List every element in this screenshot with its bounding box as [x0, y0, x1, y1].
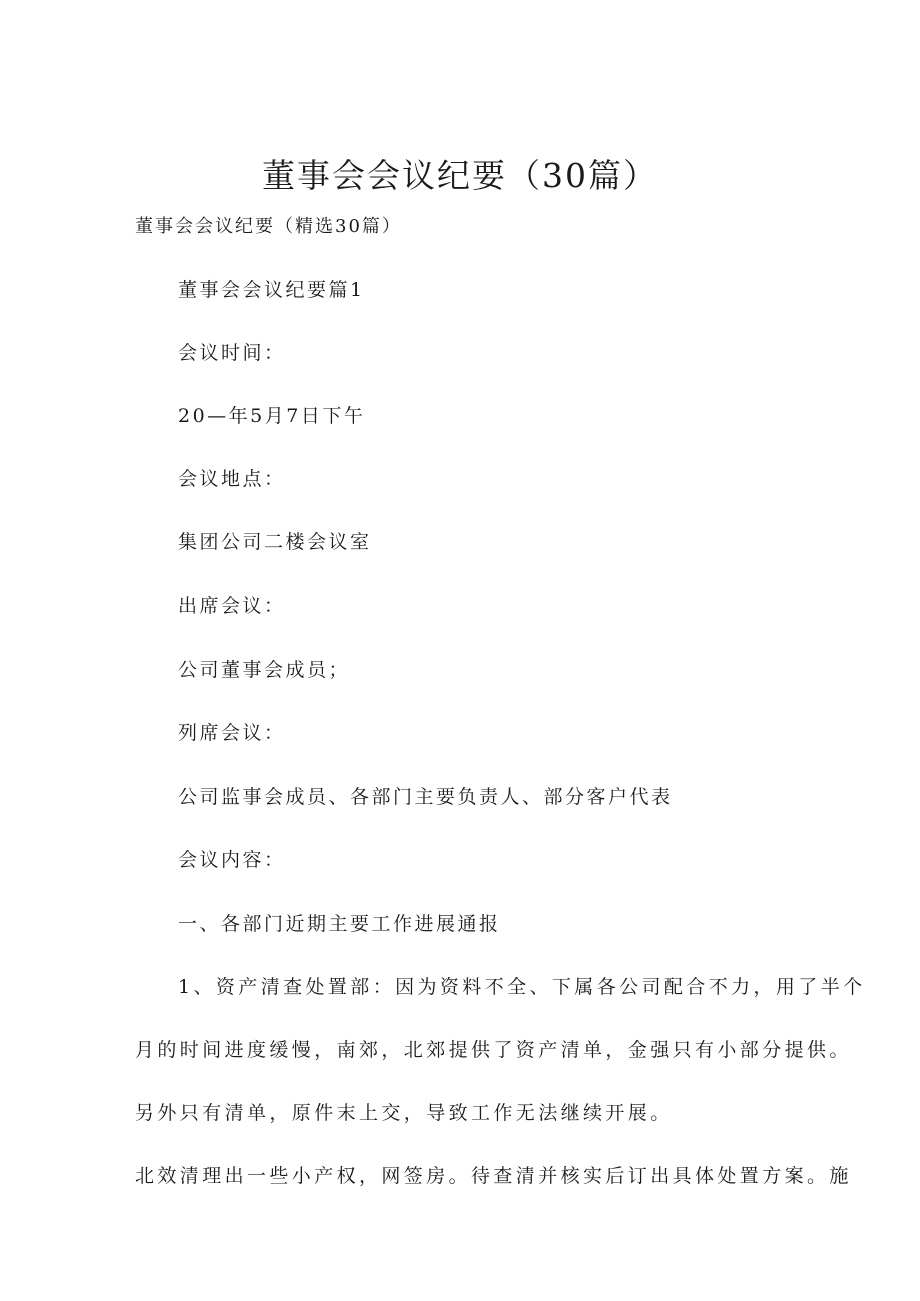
- paragraph-line: 另外只有清单，原件末上交，导致工作无法继续开展。: [135, 1102, 673, 1124]
- attendees-value: 公司董事会成员；: [178, 659, 351, 681]
- meeting-time-label: 会议时间：: [178, 342, 286, 364]
- meeting-place-label: 会议地点：: [178, 468, 286, 490]
- meeting-time-value: 20—年5月7日下午: [178, 405, 366, 427]
- observers-label: 列席会议：: [178, 722, 286, 744]
- section-heading: 董事会会议纪要篇1: [178, 279, 365, 301]
- content-label: 会议内容：: [178, 849, 286, 871]
- paragraph-line: 1、资产清查处置部：因为资料不全、下属各公司配合不力，用了半个: [178, 976, 866, 998]
- paragraph-line: 北效清理出一些小产权，网签房。待查清并核实后订出具体处置方案。施: [135, 1165, 852, 1187]
- document-title: 董事会会议纪要（30篇）: [262, 156, 658, 195]
- attendees-label: 出席会议：: [178, 595, 286, 617]
- meeting-place-value: 集团公司二楼会议室: [178, 531, 372, 553]
- paragraph-line: 月的时间进度缓慢，南郊，北郊提供了资产清单，金强只有小部分提供。: [135, 1039, 852, 1061]
- item-one-heading: 一、各部门近期主要工作进展通报: [178, 913, 501, 935]
- document-subtitle: 董事会会议纪要（精选30篇）: [135, 216, 402, 237]
- observers-value: 公司监事会成员、各部门主要负责人、部分客户代表: [178, 786, 673, 808]
